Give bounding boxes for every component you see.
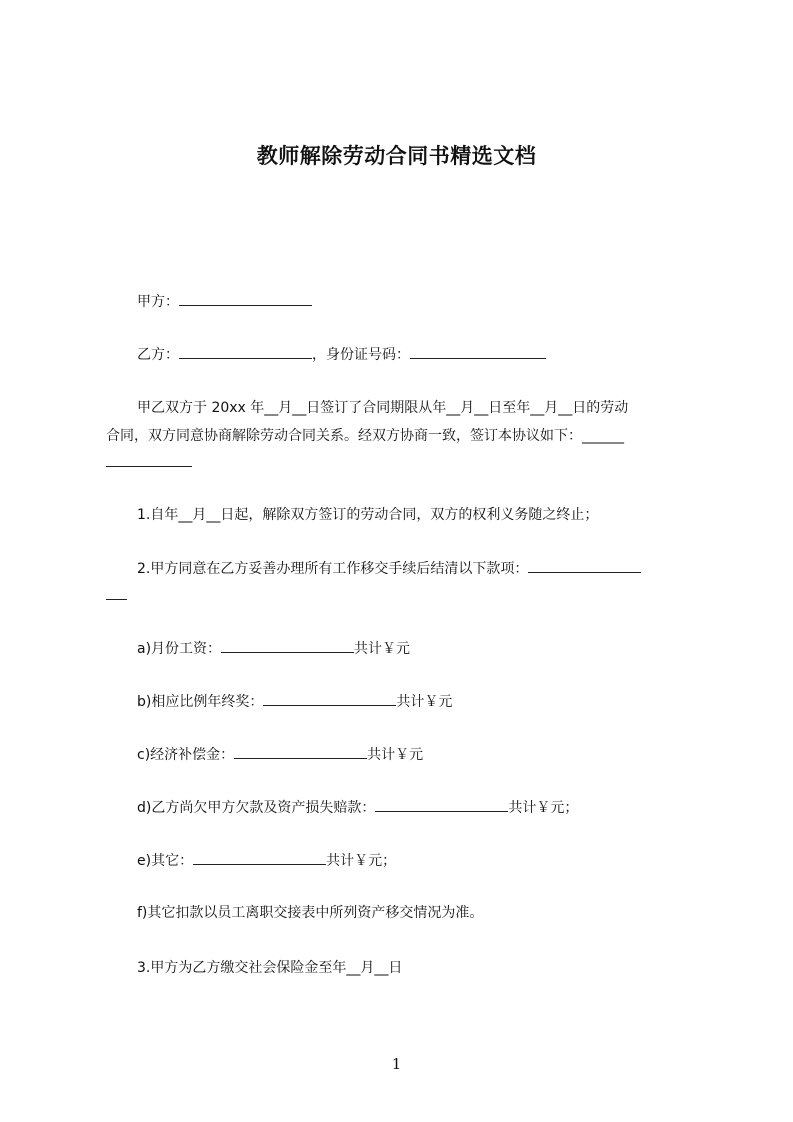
party-a-blank [179, 291, 312, 306]
party-a-label: 甲方： [137, 294, 179, 310]
intro-line-2: 合同，双方同意协商解除劳动合同关系。经双方协商一致，签订本协议如下：______ [106, 428, 624, 444]
item-c-blank [234, 744, 367, 759]
item-b-total: 共计￥元 [396, 694, 453, 710]
item-e-label: e)其它： [137, 853, 194, 869]
clause-3: 3.甲方为乙方缴交社会保险金至年__月__日 [137, 960, 403, 976]
item-f: f)其它扣款以员工离职交接表中所列资产移交情况为准。 [137, 905, 484, 921]
item-a [137, 638, 410, 659]
party-a-line [137, 291, 312, 312]
clause-2-blank [528, 558, 641, 573]
party-b-name-blank [179, 344, 312, 359]
item-c-total: 共计￥元 [367, 747, 424, 763]
intro-line-1: 甲乙双方于 20xx 年__月__日签订了合同期限从年__月__日至年__月__日的劳动 [137, 400, 629, 416]
item-d-blank [375, 797, 508, 812]
clause-2-continuation [106, 585, 127, 606]
document-title: 教师解除劳动合同书精选文档 [256, 144, 537, 168]
intro-line-3 [106, 452, 192, 473]
item-d-label: d)乙方尚欠甲方欠款及资产损失赔款： [137, 800, 376, 816]
clause-1: 1.自年__月__日起，解除双方签订的劳动合同，双方的权利义务随之终止； [137, 507, 599, 523]
item-b-blank [263, 691, 396, 706]
id-number-label: ，身份证号码： [312, 347, 410, 363]
item-e [137, 850, 396, 871]
page-number: 1 [391, 1055, 402, 1073]
item-a-blank [221, 638, 354, 653]
item-d [137, 797, 578, 818]
clause-2 [137, 558, 641, 579]
item-d-total: 共计￥元； [508, 800, 579, 816]
party-b-line [137, 344, 546, 365]
party-b-label: 乙方： [137, 347, 179, 363]
item-e-total: 共计￥元； [326, 853, 397, 869]
item-c [137, 744, 423, 765]
item-b [137, 691, 452, 712]
item-e-blank [193, 850, 326, 865]
clause-2-continuation-blank [106, 585, 127, 600]
item-a-total: 共计￥元 [354, 641, 411, 657]
id-number-blank [410, 344, 546, 359]
item-b-label: b)相应比例年终奖： [137, 694, 264, 710]
item-a-label: a)月份工资： [137, 641, 222, 657]
item-c-label: c)经济补偿金： [137, 747, 235, 763]
intro-continuation-blank [106, 452, 192, 467]
clause-2-text: 2.甲方同意在乙方妥善办理所有工作移交手续后结清以下款项： [137, 561, 529, 577]
